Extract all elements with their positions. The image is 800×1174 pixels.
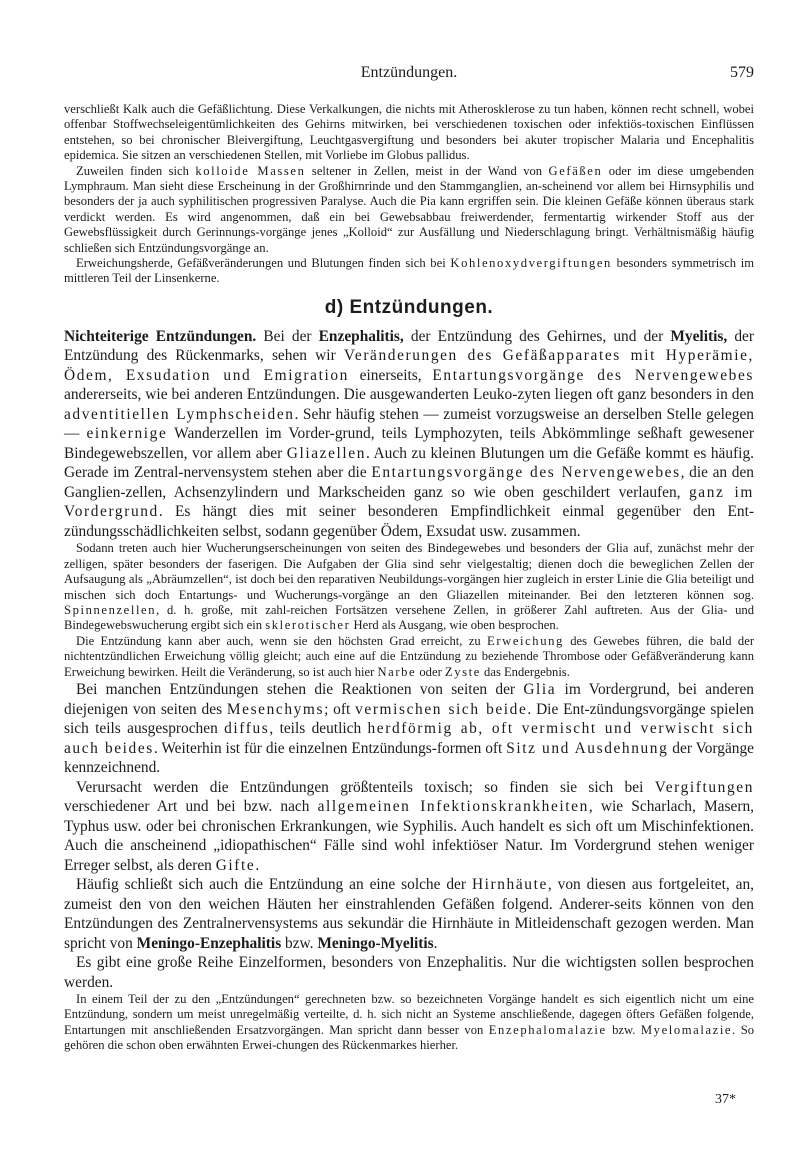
bold-term: Myelitis, (670, 327, 728, 345)
spaced-term: Kohlenoxydvergiftungen (450, 256, 612, 271)
spaced-term: ganz im Vordergrund (64, 483, 754, 521)
spaced-term: Zyste (444, 664, 481, 679)
spaced-term: Gefäßen (548, 163, 603, 178)
spaced-term: vermischen sich beide (355, 700, 528, 718)
spaced-term: allgemeinen Infektionskrankheiten (317, 798, 589, 816)
running-title: Entzündungen. (360, 64, 458, 81)
spaced-term: Entartungsvorgänge des Nervengewebes (371, 464, 681, 482)
paragraph-nonpurulent-inflammation: Nichteiterige Entzündungen. Bei der Enzephalitis, der Entzündung des Gehirnes, und der Myelitis, der Entzündung des Rückenmarks, sehen wir Veränderungen des Gefäßapparates mit Hyperämie, Ödem, Exsudation und Emigration einerseits, Entartungsvorgänge des Nervengewebes andererseits, wie bei anderen Entzündungen. Die ausgewanderten Leuko-zyten liegen oft ganz besonders in den adventitiellen Lymphscheiden. Sehr häufig stehen — zumeist vorzugsweise an derselben Stelle gelegen — einkernige Wanderzellen im Vorder-grund, teils Lymphozyten, teils Abkömmlinge seßhaft gewesener Bindegewebszellen, vor allem aber Gliazellen. Auch zu kleinen Blutungen um die Gefäße kommt es häufig. Gerade im Zentral-nervensystem stehen aber die Entartungsvorgänge des Nervengewebes, die an den Ganglien-zellen, Achsenzylindern und Markscheiden ganz so wie oben geschildert verlaufen, ganz im Vordergrund. Es hängt dies mit seiner besonderen Empfindlichkeit einmal gegenüber den Ent-zündungsschädlichkeiten selbst, sodann gegenüber Ödem, Exsudat usw. zusammen. (64, 327, 755, 540)
spaced-term: herdförmig ab, oft vermischt und verwischt sich auch beides (64, 720, 754, 757)
paragraph-causes: Verursacht werden die Entzündungen größtenteils toxisch; so finden sie sich bei Vergiftungen verschiedener Art und bei bzw. nach allgemeinen Infektionskrankheiten, wie Scharlach, Masern, Typhus usw. oder bei chronischen Erkrankungen, wie Syphilis. Auch handelt es sich oft um Mischinfektionen. Auch die anscheinend „idiopathischen“ Fälle sind wohl infektiöser Natur. Im Vordergrund stehen weniger Erreger selbst, als deren Gifte. (64, 778, 755, 874)
bold-term: Meningo-Enzephalitis (136, 934, 282, 952)
paragraph-glia-proliferation: Sodann treten auch hier Wucherungserscheinungen von seiten des Bindegewebes und besonders der Glia auf, zunächst mehr der zelligen, später besonders der faserigen. Die Aufgaben der Glia sind sehr vielgestaltig; dienen doch die beweglichen Zellen der Aufsaugung als „Abräumzellen“, ist doch bei den reparativen Neubildungs-vorgängen hier zugleich in erster Linie die Glia beteiligt und mischen sich doch Entartungs- und Wucherungs-vorgänge an den Gliazellen miteinander. Bei den letzteren können sog. Spinnenzellen, d. h. große, mit zahl-reichen Fortsätzen versehene Zellen, in größerer Zahl auftreten. Aus der Glia- und Bindegewebswucherung ergibt sich ein sklerotischer Herd als Ausgang, wie oben besprochen. (64, 541, 754, 633)
paragraph-malacia: In einem Teil der zu den „Entzündungen“ gerechneten bzw. so bezeichneten Vorgänge handelt es sich eigentlich nicht um eine Entzündung, sondern um meist unregelmäßig verteilte, d. h. sich nicht an Systeme anschließende, dagegen öfters Gefäßen folgende, Entartungen mit anschließenden Ersatzvorgängen. Man spricht dann besser von Enzephalomalazie bzw. Myelomalazie. So gehören die schon oben erwähnten Erwei-chungen des Rückenmarkes hierher. (64, 992, 755, 1053)
spaced-term: sklerotischer (265, 618, 351, 633)
spaced-term: Erweichung (487, 633, 564, 648)
spaced-term: Enzephalomalazie (488, 1022, 607, 1037)
section-heading: d) Entzündungen. (324, 296, 494, 318)
bold-term: Nichteiterige Entzündungen. (64, 327, 257, 345)
paragraph-calcification: verschließt Kalk auch die Gefäßlichtung. Diese Verkalkungen, die nichts mit Atherosklerose zu tun haben, können recht schnell, wobei offenbar Stoffwechseleigentümlichkeiten des Gehirns mitwirken, bei verschiedenen toxischen oder infektiös-toxischen Einflüssen entstehen, so bei chronischer Bleivergiftung, Leuchtgasvergiftung und besonders bei akuter tropischer Malaria und Encephalitis epidemica. Sie sitzen an verschiedenen Stellen, mit Vorliebe im Globus pallidus. (64, 102, 754, 163)
spaced-term: einkernige (86, 425, 168, 443)
spaced-term: Narbe (377, 664, 417, 679)
bold-term: Meningo-Myelitis (317, 934, 434, 952)
paragraph-glia-mesenchyme: Bei manchen Entzündungen stehen die Reaktionen von seiten der Glia im Vordergrund, bei anderen diejenigen von seiten des Mesenchyms; oft vermischen sich beide. Die Ent-zündungsvorgänge spielen sich teils ausgesprochen diffus, teils deutlich herdförmig ab, oft vermischt und verwischt sich auch beides. Weiterhin ist für die einzelnen Entzündungs-formen oft Sitz und Ausdehnung der Vorgänge kennzeichnend. (64, 681, 754, 777)
spaced-term: Gifte (215, 856, 256, 874)
spaced-term: adventitiellen Lymphscheiden (64, 405, 295, 423)
page-header (64, 64, 754, 86)
page-number: 579 (730, 64, 754, 81)
spaced-term: Gliazellen (286, 444, 367, 462)
spaced-term: Myelomalazie (640, 1022, 733, 1037)
paragraph-colloid-masses: Zuweilen finden sich kolloide Massen seltener in Zellen, meist in der Wand von Gefäßen oder im diese umgebenden Lymphraum. Man sieht diese Erscheinung in der Großhirnrinde und den Stammganglien, an-scheinend vor allem bei Hirnsyphilis und besonders der ja auch syphilitischen progressiven Paralyse. Auch die Pia kann ergriffen sein. Die kleinen Gefäße können überaus stark verdickt werden. Es wird angenommen, daß ein bei Gewebsabbau freiwerdender, fermentartig wirkender Stoff aus der Gewebsflüssigkeit durch Gerinnungs-vorgänge jenes „Kolloid“ zur Ausfällung und Niederschlagung bringt. Verhältnismäßig häufig schließen sich Entzündungsvorgänge an. (64, 163, 754, 255)
spaced-term: Mesenchyms (226, 700, 325, 718)
paragraph-softening: Die Entzündung kann aber auch, wenn sie den höchsten Grad erreicht, zu Erweichung des Gewebes führen, die bald der nichtentzündlichen Erweichung völlig gleicht; auch eine auf die Entzündung zu beziehende Thrombose oder Gefäßveränderung kann Erweichung bewirken. Heilt die Veränderung, so ist auch hier Narbe oder Zyste das Endergebnis. (64, 633, 755, 679)
spaced-term: diffus (224, 720, 270, 738)
spaced-term: kolloide Massen (195, 163, 306, 178)
spaced-term: Spinnenzellen (64, 603, 157, 617)
paragraph-individual-forms: Es gibt eine große Reihe Einzelformen, besonders von Enzephalitis. Nur die wichtigsten sollen besprochen werden. (64, 954, 754, 991)
spaced-term: Hirnhäute (471, 876, 548, 894)
signature-mark: 37* (715, 1092, 736, 1107)
spaced-term: Vergiftungen (654, 778, 754, 796)
paragraph-meninges: Häufig schließt sich auch die Entzündung an eine solche der Hirnhäute, von diesen aus fortgeleitet, an, zumeist den von den weichen Häuten her einstrahlenden Gefäßen folgend. Anderer-seits können von den Entzündungen des Zentralnervensystems aus sekundär die Hirnhäute in Mitleidenschaft gezogen werden. Man spricht von Meningo-Enzephalitis bzw. Meningo-Myelitis. (64, 876, 754, 952)
spaced-term: Sitz und Ausdehnung (506, 739, 669, 757)
paragraph-softening-foci: Erweichungsherde, Gefäßveränderungen und Blutungen finden sich bei Kohlenoxydvergiftungen besonders symmetrisch im mittleren Teil der Linsenkerne. (64, 256, 755, 286)
page-body (64, 102, 754, 1054)
spaced-term: Glia (523, 681, 557, 699)
spaced-term: Veränderungen des Gefäßapparates mit Hyperämie, Ödem, Exsudation und Emigration (64, 347, 754, 384)
bold-term: Enzephalitis, (318, 327, 404, 345)
spaced-term: Entartungsvorgänge des Nervengewebes (432, 366, 755, 384)
